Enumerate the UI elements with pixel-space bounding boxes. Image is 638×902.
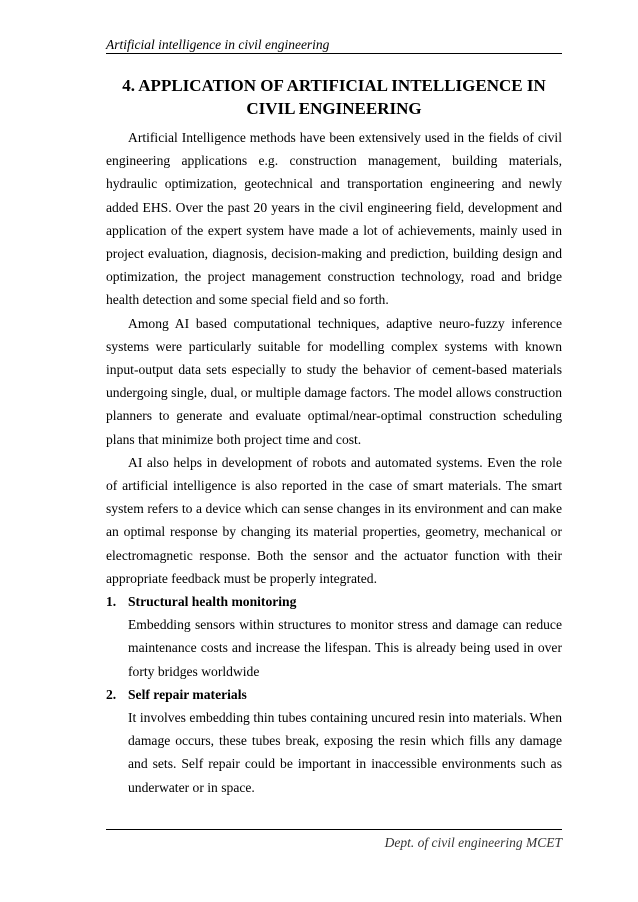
paragraph-ai-methods: Artificial Intelligence methods have been extensively used in the fields of civil engineering applications e.g. construction management, building materials, hydraulic optimization, geotechnical and transportation engineering and newly added EHS. Over the past 20 years in the civil engineering field, development and application of the expert system have made a lot of achievements, mainly used in project evaluation, diagnosis, decision-making and prediction, building design and optimization, the project management construction technology, road and bridge health detection and some special field and so forth. bbox=[106, 130, 562, 308]
list-item-heading bbox=[106, 590, 562, 613]
paragraph-robots-smart-materials: AI also helps in development of robots and automated systems. Even the role of artificial intelligence is also reported in the case of smart materials. The smart system refers to a device which can sense changes in its environment and can make an optimal response by changing its material properties, geometry, mechanical or electromagnetic response. Both the sensor and the actuator function with their appropriate feedback must be properly integrated. bbox=[106, 454, 562, 586]
list-item-text: It involves embedding thin tubes containing uncured resin into materials. When damage occurs, these tubes break, exposing the resin which fills any damage and sets. Self repair could be important in inaccessible environments such as underwater or in space. bbox=[128, 710, 562, 795]
list-item bbox=[106, 590, 562, 683]
list-item-title: Structural health monitoring bbox=[128, 594, 297, 610]
running-header: Artificial intelligence in civil engineering bbox=[106, 37, 562, 54]
running-footer: Dept. of civil engineering MCET bbox=[384, 835, 562, 850]
list-item-number: 2. bbox=[106, 686, 117, 702]
chapter-title: 4. APPLICATION OF ARTIFICIAL INTELLIGENCE IN CIVIL ENGINEERING bbox=[122, 76, 546, 118]
list-item-number: 1. bbox=[106, 594, 117, 610]
list-item bbox=[106, 683, 562, 799]
body-text bbox=[106, 126, 562, 799]
footer-divider bbox=[106, 829, 562, 830]
list-item-text: Embedding sensors within structures to monitor stress and damage can reduce maintenance costs and increase the lifespan. This is already being used in over forty bridges worldwide bbox=[128, 617, 562, 679]
paragraph-neuro-fuzzy: Among AI based computational techniques, adaptive neuro-fuzzy inference systems were particularly suitable for modelling complex systems with known input-output data sets especially to study the behavior of cement-based materials undergoing single, dual, or multiple damage factors. The model allows construction planners to generate and evaluate optimal/near-optimal construction scheduling plans that minimize both project time and cost. bbox=[106, 315, 562, 447]
list-item-heading bbox=[106, 683, 562, 706]
list-item-title: Self repair materials bbox=[128, 686, 247, 702]
